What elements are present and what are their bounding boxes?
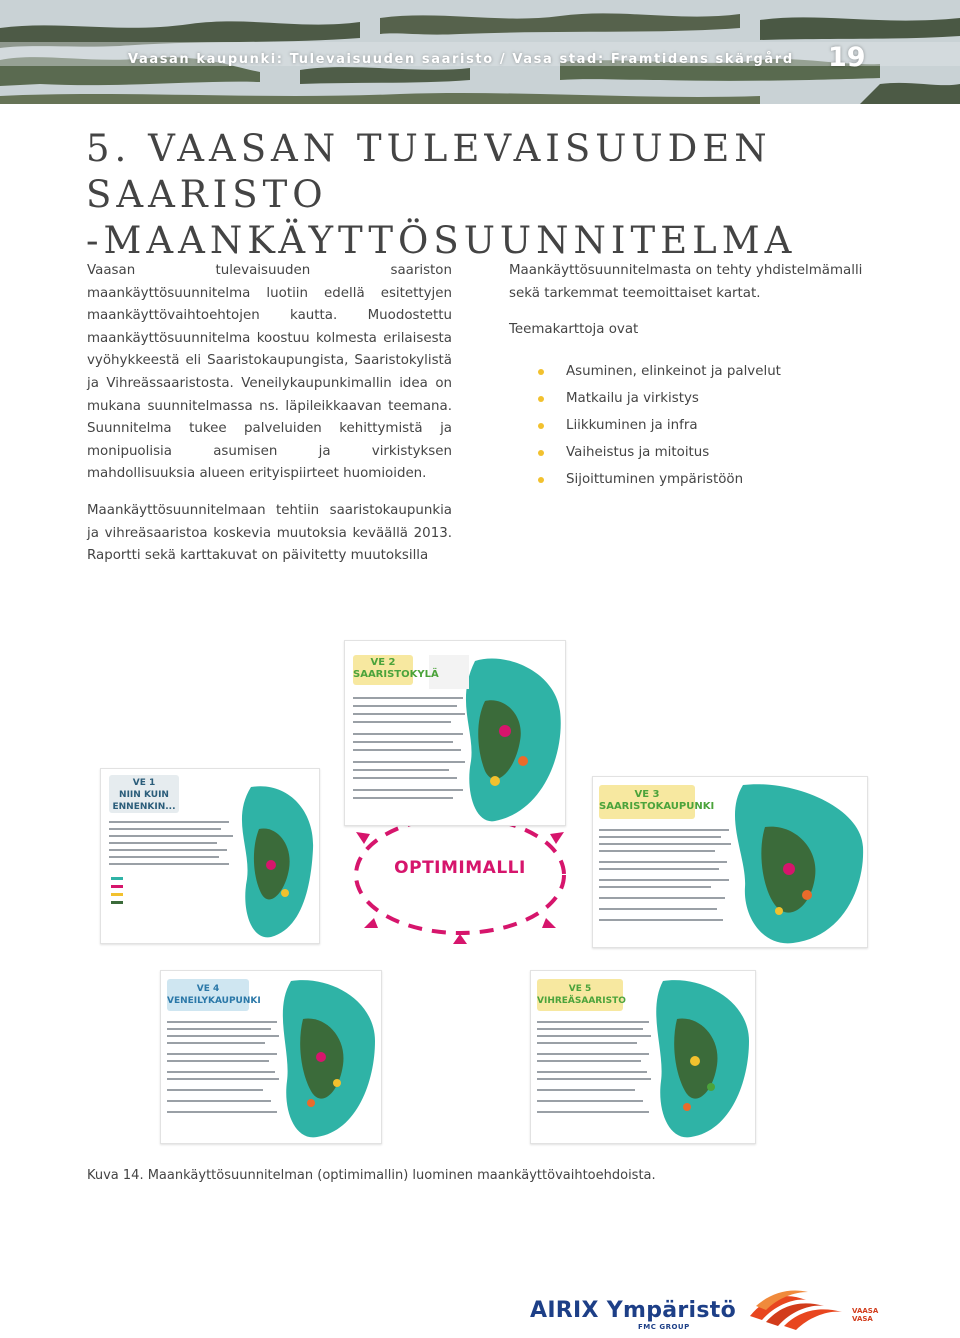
list-item-label: Matkailu ja virkistys <box>566 390 699 406</box>
list-item <box>509 385 889 412</box>
themes-list <box>509 358 889 493</box>
chapter-title-line2: -MAANKÄYTTÖSUUNNITELMA <box>86 219 797 262</box>
vaasa-logo-line: VAASA <box>852 1307 879 1315</box>
map-card-ve2 <box>344 640 566 826</box>
card-code: VE 3 <box>634 789 660 800</box>
map-card-ve3 <box>592 776 868 948</box>
left-column <box>87 260 452 568</box>
body-paragraph: Vaasan tulevaisuuden saariston maankäyttösuunnitelma luotiin edellä esitettyjen maankäyttövaihtoehtojen kautta. Muodostettu maankäyttösuunnitelma koostuu kolmesta erilaisesta vyöhykkeestä eli Saaristokaupungista, Saaristokylistä ja Vihreässaaristosta. Veneilykaupunkimallin idea on mukana suunnitelmassa ns. läpileikkaavan teemana. Suunnitelma tukee palveluiden kehittymistä ja monipuolisia asumisen ja virkistyksen mahdollisuuksia alueen erityispiirteet huomioiden. <box>87 263 452 482</box>
list-item-label: Liikkuminen ja infra <box>566 417 698 433</box>
bullet-icon <box>538 396 544 402</box>
chapter-title-line1: 5. VAASAN TULEVAISUUDEN SAARISTO <box>86 127 772 216</box>
body-paragraph: Maankäyttösuunnitelmasta on tehty yhdistelmämalli sekä tarkemmat teemoittaiset kartat. <box>509 263 863 301</box>
list-item <box>509 439 889 466</box>
figure-caption: Kuva 14. Maankäyttösuunnitelman (optimimallin) luominen maankäyttövaihtoehdoista. <box>87 1168 656 1183</box>
bullet-icon <box>538 369 544 375</box>
airix-logo-subtitle: FMC GROUP <box>638 1323 690 1331</box>
card-name: SAARISTOKAUPUNKI <box>599 801 715 812</box>
card-code: VE 5 <box>568 984 592 994</box>
bullet-icon <box>538 423 544 429</box>
card-code: VE 4 <box>196 984 220 994</box>
card-code: VE 1 <box>132 778 156 788</box>
page-number: 19 <box>828 42 866 73</box>
chapter-title <box>86 126 886 264</box>
card-name: VENEILYKAUPUNKI <box>167 996 261 1006</box>
map-card-ve1 <box>100 768 320 944</box>
airix-logo: AIRIX Ympäristö <box>530 1298 737 1323</box>
themes-heading: Teemakarttoja ovat <box>509 322 639 338</box>
right-column <box>509 260 889 493</box>
list-item <box>509 358 889 385</box>
running-header: Vaasan kaupunki: Tulevaisuuden saaristo / Vasa stad: Framtidens skärgård <box>128 52 794 67</box>
body-paragraph: Maankäyttösuunnitelmaan tehtiin saaristokaupunkia ja vihreäsaaristoa koskevia muutoksia keväällä 2013. Raportti sekä karttakuvat on päivitetty muutoksilla <box>87 502 452 564</box>
optimimalli-label: OPTIMIMALLI <box>394 858 526 878</box>
header-banner <box>0 0 960 104</box>
map-card-ve5 <box>530 970 756 1144</box>
card-title <box>599 789 715 813</box>
card-title <box>109 777 179 813</box>
card-name: SAARISTOKYLÄ <box>353 669 439 680</box>
card-name: VIHREÄSAARISTO <box>537 996 626 1006</box>
list-item <box>509 412 889 439</box>
card-title <box>167 983 261 1007</box>
card-title <box>537 983 626 1007</box>
vaasa-logo-text <box>852 1307 878 1323</box>
vaasa-logo-line: VASA <box>852 1315 873 1323</box>
list-item <box>509 466 889 493</box>
card-title <box>353 657 439 681</box>
map-card-ve4 <box>160 970 382 1144</box>
card-code: VE 2 <box>370 657 396 668</box>
bullet-icon <box>538 477 544 483</box>
vaasa-city-logo <box>746 1286 866 1332</box>
bullet-icon <box>538 450 544 456</box>
list-item-label: Asuminen, elinkeinot ja palvelut <box>566 363 781 379</box>
list-item-label: Sijoittuminen ympäristöön <box>566 471 744 487</box>
card-name: NIIN KUIN ENNENKIN... <box>112 790 176 812</box>
list-item-label: Vaiheistus ja mitoitus <box>566 444 710 460</box>
